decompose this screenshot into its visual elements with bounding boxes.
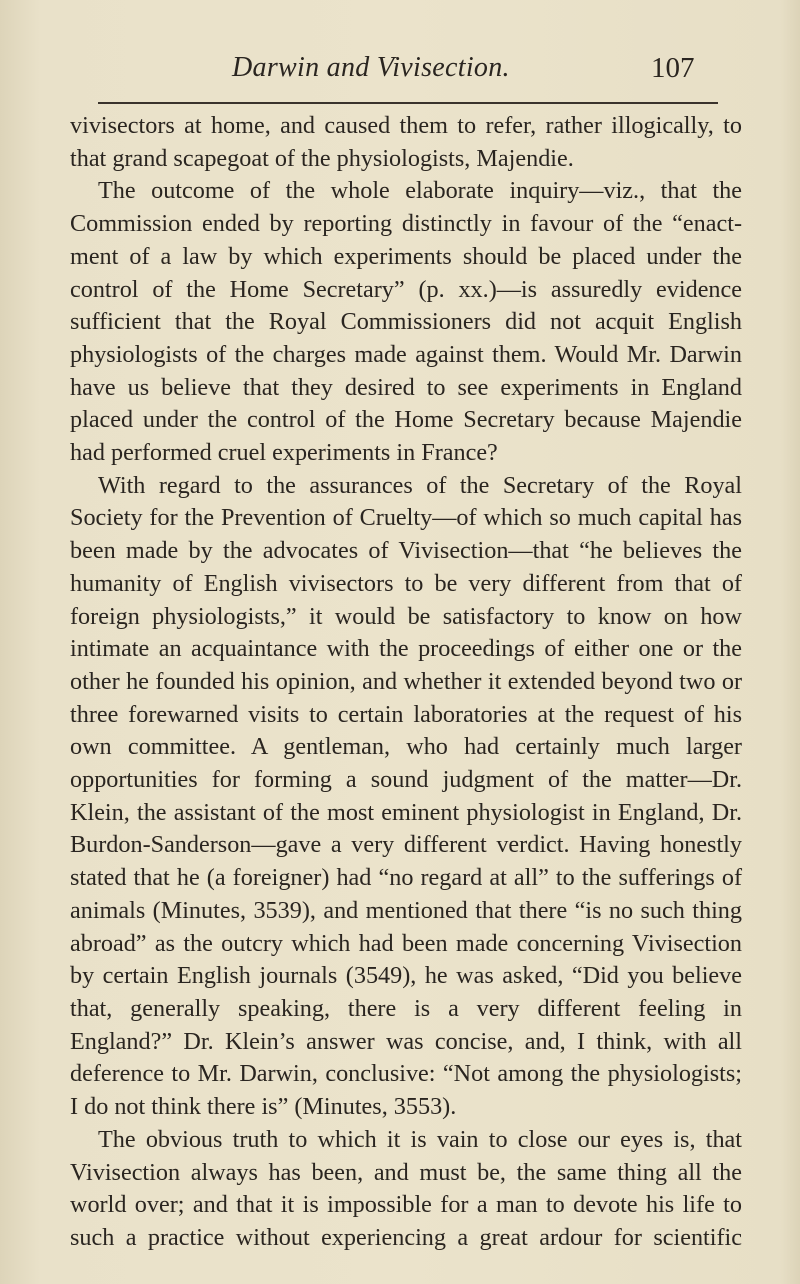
header-rule xyxy=(98,102,718,104)
running-title: Darwin and Vivisection. xyxy=(232,52,510,83)
paragraph-commission: The outcome of the whole elaborate inquiry—viz., that the Commission ended by reporting distinctly in favour of the “enact-ment of a law by which experiments should be placed under the control of the Home Secretary” (p. xx.)—is assuredly evidence sufficient that the Royal Commissioners did not acquit English physiologists of the charges made against them. Would Mr. Darwin have us believe that they desired to see experiments in England placed under the control of the Home Secretary because Majendie had performed cruel experiments in France? xyxy=(70,177,742,467)
paragraph-secretary: With regard to the assurances of the Secretary of the Royal Society for the Prevention of Cruelty—of which so much capital has been made by the advocates of Vivisection—that “he believes the humanity of English vivisectors to be very different from that of foreign physiologists,” it would be satisfactory to know on how intimate an acquaintance with the proceedings of either one or the other he founded his opinion, and whether it extended beyond two or three forewarned visits to certain laboratories at the request of his own committee. A gentleman, who had certainly much larger opportunities for forming a sound judgment of the matter—Dr. Klein, the assistant of the most eminent physiologist in England, Dr. Burdon-Sanderson—gave a very different verdict. Having honestly stated that he (a foreigner) had “no regard at all” to the sufferings of animals (Minutes, 3539), and mentioned that there “is no such thing abroad” as the outcry which had been made concerning Vivisection by certain English journals (3549), he was asked, “Did you believe that, generally speaking, there is a very different feeling in England?” Dr. Klein’s answer was concise, and, I think, with all deference to Mr. Darwin, conclusive: “Not among the physiologists; I do not think there is” (Minutes, 3553). xyxy=(70,471,742,1121)
running-head xyxy=(0,52,800,92)
paragraph-continued: vivisectors at home, and caused them to refer, rather illogically, to that grand scapegoat of the physiologists, Majendie. xyxy=(70,112,742,172)
body-text xyxy=(70,110,742,1255)
paragraph-obvious-truth: The obvious truth to which it is vain to close our eyes is, that Vivisection always has been, and must be, the same thing all the world over; and that it is impossible for a man to devote his life to such a practice without experiencing a great ardour for scientific xyxy=(70,1125,742,1251)
page-number: 107 xyxy=(651,52,695,84)
